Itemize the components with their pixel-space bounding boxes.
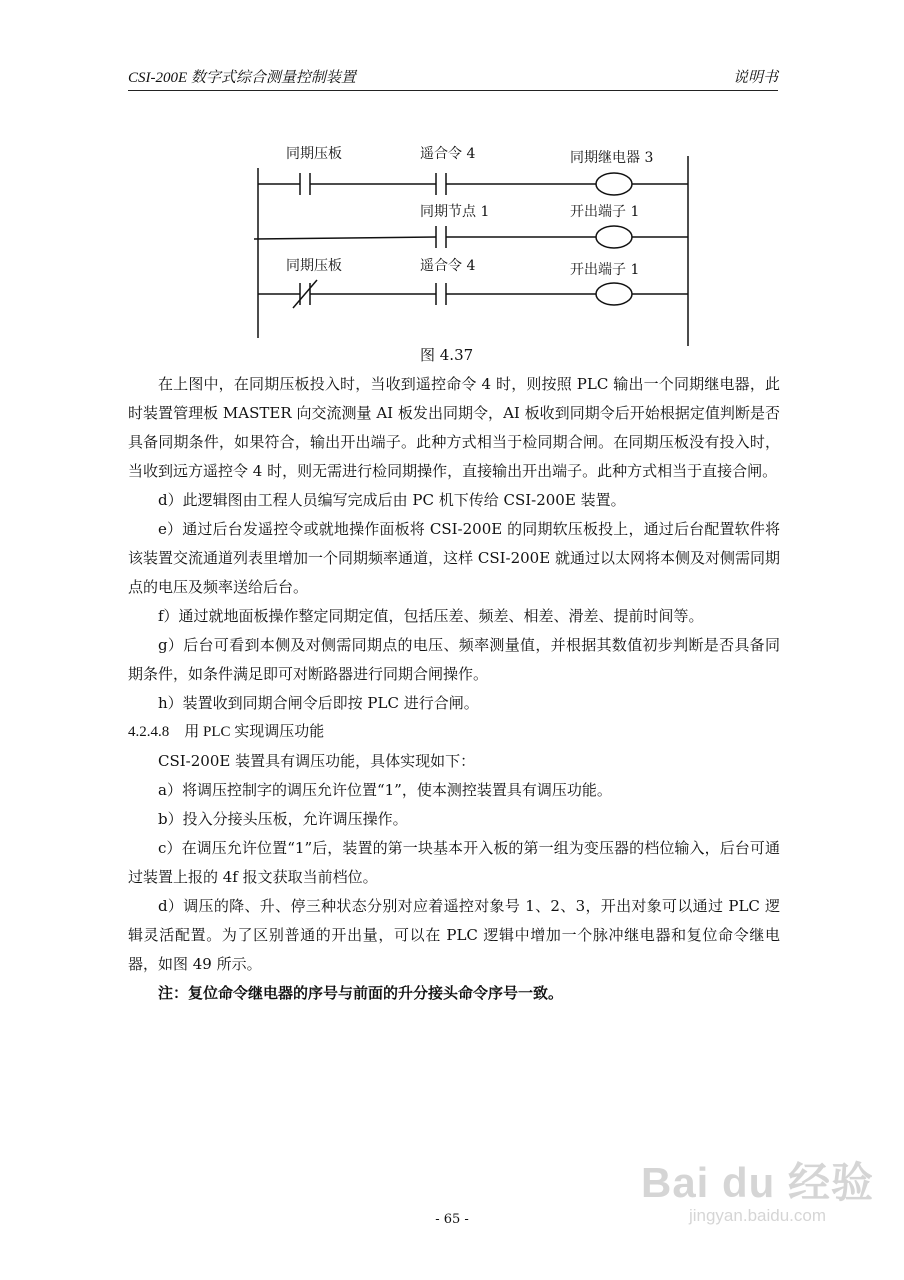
paragraph-f: f）通过就地面板操作整定同期定值，包括压差、频差、相差、滑差、提前时间等。 xyxy=(158,607,704,625)
paragraph-g: g）后台可看到本侧及对侧需同期点的电压、频率测量值，并根据其数值初步判断是否具备同期条件，如条件满足即可对断路器进行同期合闸操作。 xyxy=(128,636,780,683)
row3-contact1-label: 同期压板 xyxy=(286,258,342,274)
page-number: - 65 - xyxy=(435,1212,469,1227)
paragraph-e: e）通过后台发遥控令或就地操作面板将 CSI-200E 的同期软压板投上，通过后台配置软件将该装置交流通道列表里增加一个同期频率通道，这样 CSI-200E 就通过以太网将本侧及对侧需同期点的电压及频率送给后台。 xyxy=(128,520,780,596)
row1-rung xyxy=(258,173,688,195)
paragraph-c2: c）在调压允许位置“1”后，装置的第一块基本开入板的第一组为变压器的档位输入，后台可通过装置上报的 4f 报文获取当前档位。 xyxy=(128,839,780,886)
plc-ladder-diagram xyxy=(240,140,700,346)
row2-coil-label: 开出端子 1 xyxy=(570,204,640,220)
row1-coil xyxy=(596,173,632,195)
paragraph-d: d）此逻辑图由工程人员编写完成后由 PC 机下传给 CSI-200E 装置。 xyxy=(158,491,626,509)
row1-coil-label: 同期继电器 3 xyxy=(570,150,654,166)
page-header xyxy=(128,58,778,91)
paragraph-intro: CSI-200E 装置具有调压功能，具体实现如下： xyxy=(158,752,476,770)
row2-contact2-label: 同期节点 1 xyxy=(420,204,490,220)
row1-contact1-label: 同期压板 xyxy=(286,146,342,162)
document-title: CSI-200E 数字式综合测量控制装置 xyxy=(128,70,356,86)
paragraph-b2: b）投入分接头压板，允许调压操作。 xyxy=(158,810,408,828)
row2-rung xyxy=(254,226,688,248)
paragraph-d2: d）调压的降、升、停三种状态分别对应着遥控对象号 1、2、3，开出对象可以通过 PLC 逻辑灵活配置。为了区别普通的开出量，可以在 PLC 逻辑中增加一个脉冲继电器和复位命令继电器，如图 49 所示。 xyxy=(128,897,780,973)
section-heading: 4.2.4.8 用 PLC 实现调压功能 xyxy=(128,724,325,740)
document-section: 说明书 xyxy=(732,68,778,86)
row2-coil xyxy=(596,226,632,248)
watermark-logo: Bai du 经验 xyxy=(640,1159,874,1206)
row3-coil-label: 开出端子 1 xyxy=(570,262,640,278)
row3-rung xyxy=(258,280,688,308)
watermark-url: jingyan.baidu.com xyxy=(688,1206,826,1225)
row1-contact2-label: 遥合令 4 xyxy=(420,146,476,162)
paragraph-a2: a）将调压控制字的调压允许位置“1”，使本测控装置具有调压功能。 xyxy=(158,781,612,799)
row3-contact2-label: 遥合令 4 xyxy=(420,258,476,274)
figure-caption: 图 4.37 xyxy=(420,346,474,364)
row3-coil xyxy=(596,283,632,305)
document-body xyxy=(128,370,780,1008)
paragraph-h: h）装置收到同期合闸令后即按 PLC 进行合闸。 xyxy=(158,694,479,712)
note-paragraph: 注：复位命令继电器的序号与前面的升分接头命令序号一致。 xyxy=(158,984,564,1002)
paragraph-explanation: 在上图中，在同期压板投入时，当收到遥控命令 4 时，则按照 PLC 输出一个同期继电器，此时装置管理板 MASTER 向交流测量 AI 板发出同期令，AI 板收到同期令后开始根据定值判断是否具备同期条件，如果符合，输出开出端子。此种方式相当于检同期合闸。在同期压板没有投入时，当收到远方遥控令 4 时，则无需进行检同期操作，直接输出开出端子。此种方式相当于直接合闸。 xyxy=(128,375,780,480)
